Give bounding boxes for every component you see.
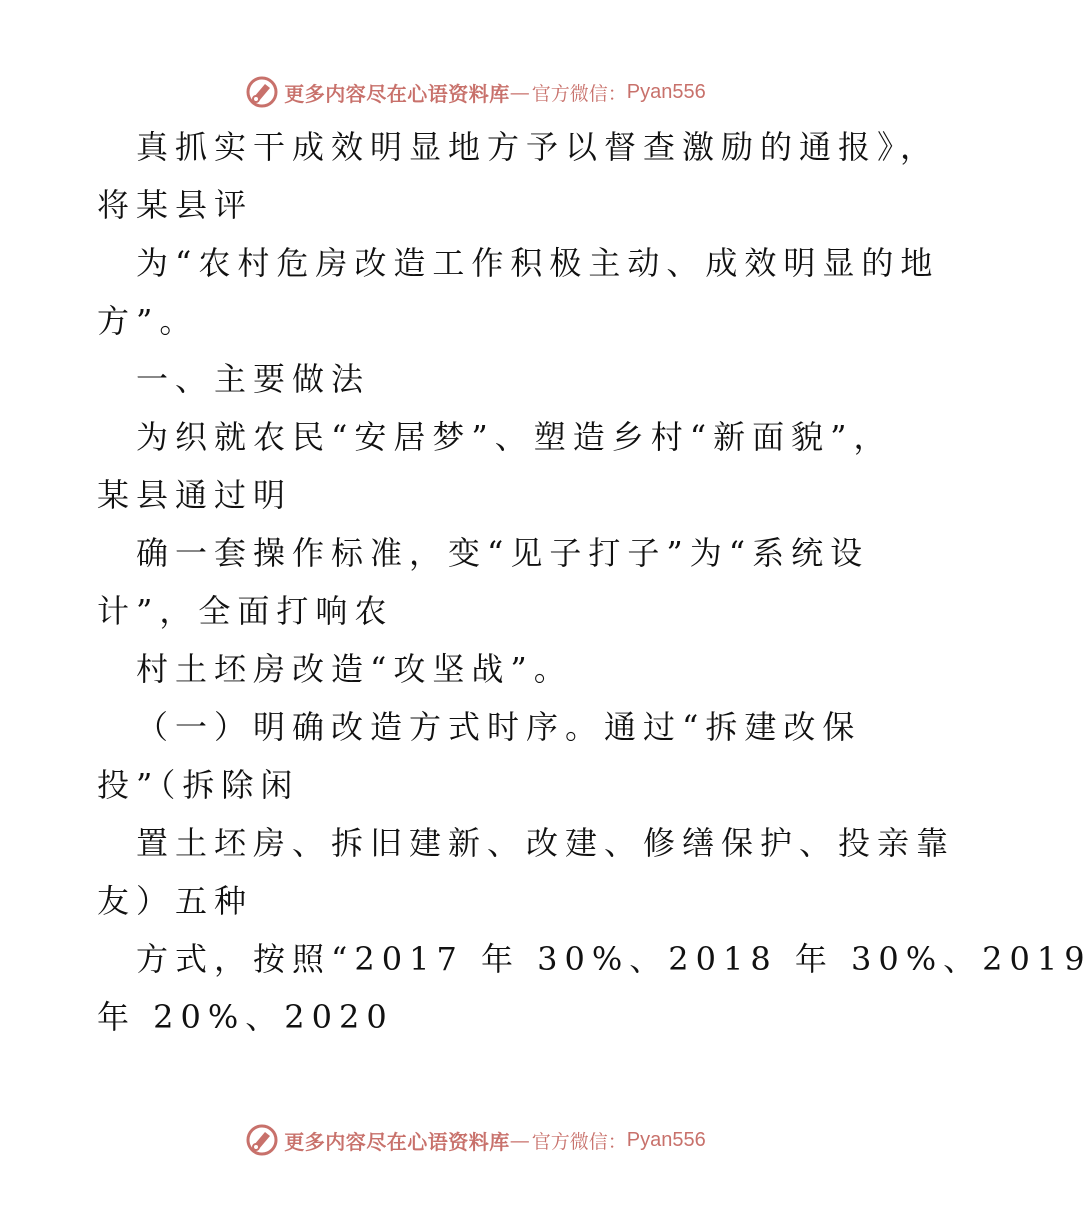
watermark-text: 更多内容尽在心语资料库 <box>284 81 510 106</box>
body-line: 某县通过明 <box>97 476 293 514</box>
body-line: 投”（拆除闲 <box>97 766 300 804</box>
body-line: 方式，按照“2017 年 30%、2018 年 30%、2019 <box>136 940 1092 978</box>
body-line: 为“农村危房改造工作积极主动、成效明显的地 <box>136 244 940 282</box>
watermark-dash: — <box>509 1128 530 1152</box>
wechat-label: 官方微信： <box>531 82 627 105</box>
watermark-dash: — <box>509 80 530 104</box>
body-line: 将某县评 <box>97 186 254 224</box>
body-line: 村土坯房改造“攻坚战”。 <box>136 650 573 688</box>
wechat-label: 官方微信： <box>531 1130 627 1153</box>
wechat-id: Pyan556 <box>626 1128 706 1151</box>
header-watermark <box>0 70 950 114</box>
wechat-id: Pyan556 <box>626 80 706 103</box>
body-line: 年 20%、2020 <box>97 998 394 1036</box>
body-line: （一）明确改造方式时序。通过“拆建改保 <box>136 708 862 746</box>
body-line: 为织就农民“安居梦”、塑造乡村“新面貌”， <box>136 418 893 456</box>
body-line: 计”，全面打响农 <box>97 592 394 630</box>
body-line: 确一套操作标准，变“见子打子”为“系统设 <box>136 534 870 572</box>
document-body <box>97 118 1092 1046</box>
footer-watermark <box>0 1118 950 1162</box>
section-heading: 一、主要做法 <box>136 360 371 398</box>
body-line: 置土坯房、拆旧建新、改建、修缮保护、投亲靠 <box>136 824 956 862</box>
body-line: 真抓实干成效明显地方予以督查激励的通报》， <box>136 128 940 166</box>
logo-icon <box>244 74 280 110</box>
watermark-text: 更多内容尽在心语资料库 <box>284 1129 510 1154</box>
body-line: 方”。 <box>97 302 199 340</box>
body-line: 友）五种 <box>97 882 254 920</box>
logo-icon <box>244 1122 280 1158</box>
